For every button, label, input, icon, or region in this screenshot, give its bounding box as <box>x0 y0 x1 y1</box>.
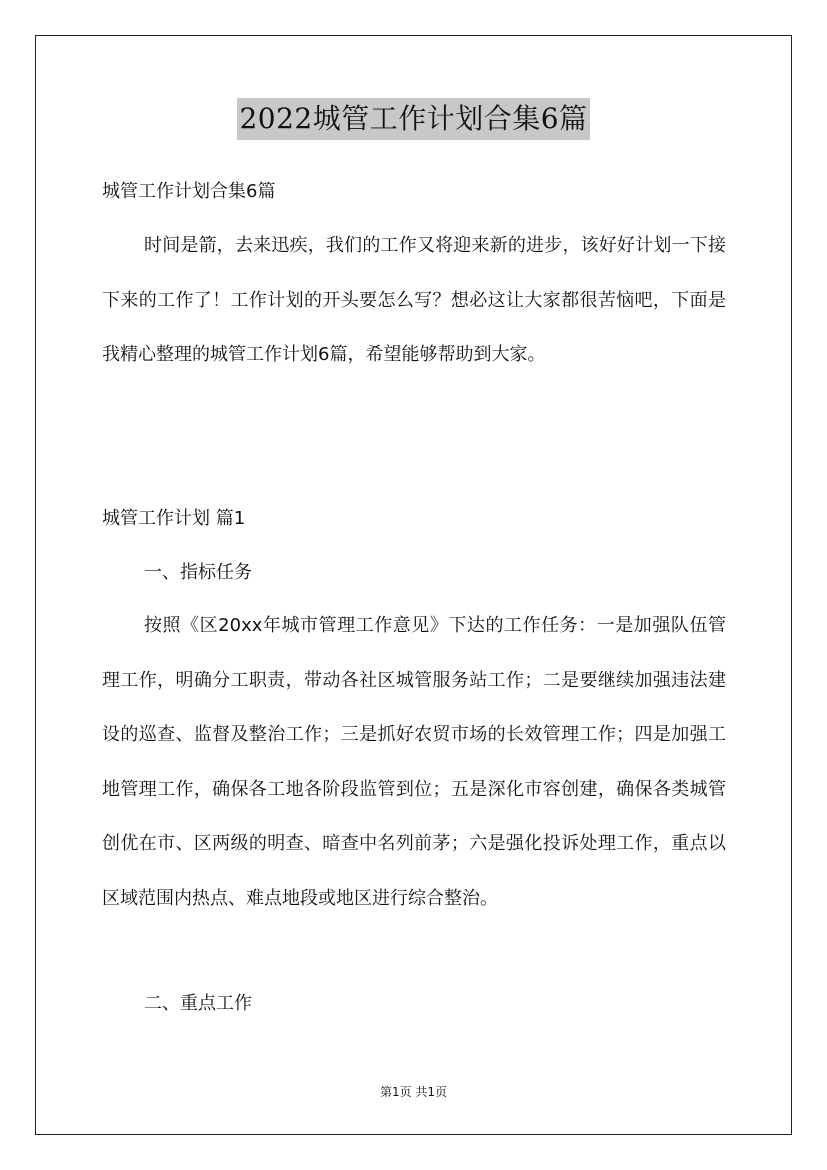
title-container <box>0 98 827 140</box>
section1-title: 城管工作计划 篇1 <box>102 508 246 529</box>
intro-paragraph: 时间是箭，去来迅疾，我们的工作又将迎来新的进步，该好好计划一下接下来的工作了！工作计划的开头要怎么写？想必这让大家都很苦恼吧，下面是我精心整理的城管工作计划6篇，希望能够帮助到大家。 <box>102 235 726 365</box>
page-footer: 第1页 共1页 <box>379 1085 448 1099</box>
heading-indicators: 一、指标任务 <box>144 562 252 583</box>
body-indicators-paragraph: 按照《区20xx年城市管理工作意见》下达的工作任务：一是加强队伍管理工作，明确分工职责，带动各社区城管服务站工作；二是要继续加强违法建设的巡查、监督及整治工作；三是抓好农贸市场的长效管理工作；四是加强工地管理工作，确保各工地各阶段监管到位；五是深化市容创建，确保各类城管创优在市、区两级的明查、暗查中名列前茅；六是强化投诉处理工作，重点以区域范围内热点、难点地段或地区进行综合整治。 <box>102 615 726 909</box>
document-subtitle: 城管工作计划合集6篇 <box>102 181 276 202</box>
heading-key-work: 二、重点工作 <box>144 993 252 1014</box>
document-title: 2022城管工作计划合集6篇 <box>237 98 589 140</box>
